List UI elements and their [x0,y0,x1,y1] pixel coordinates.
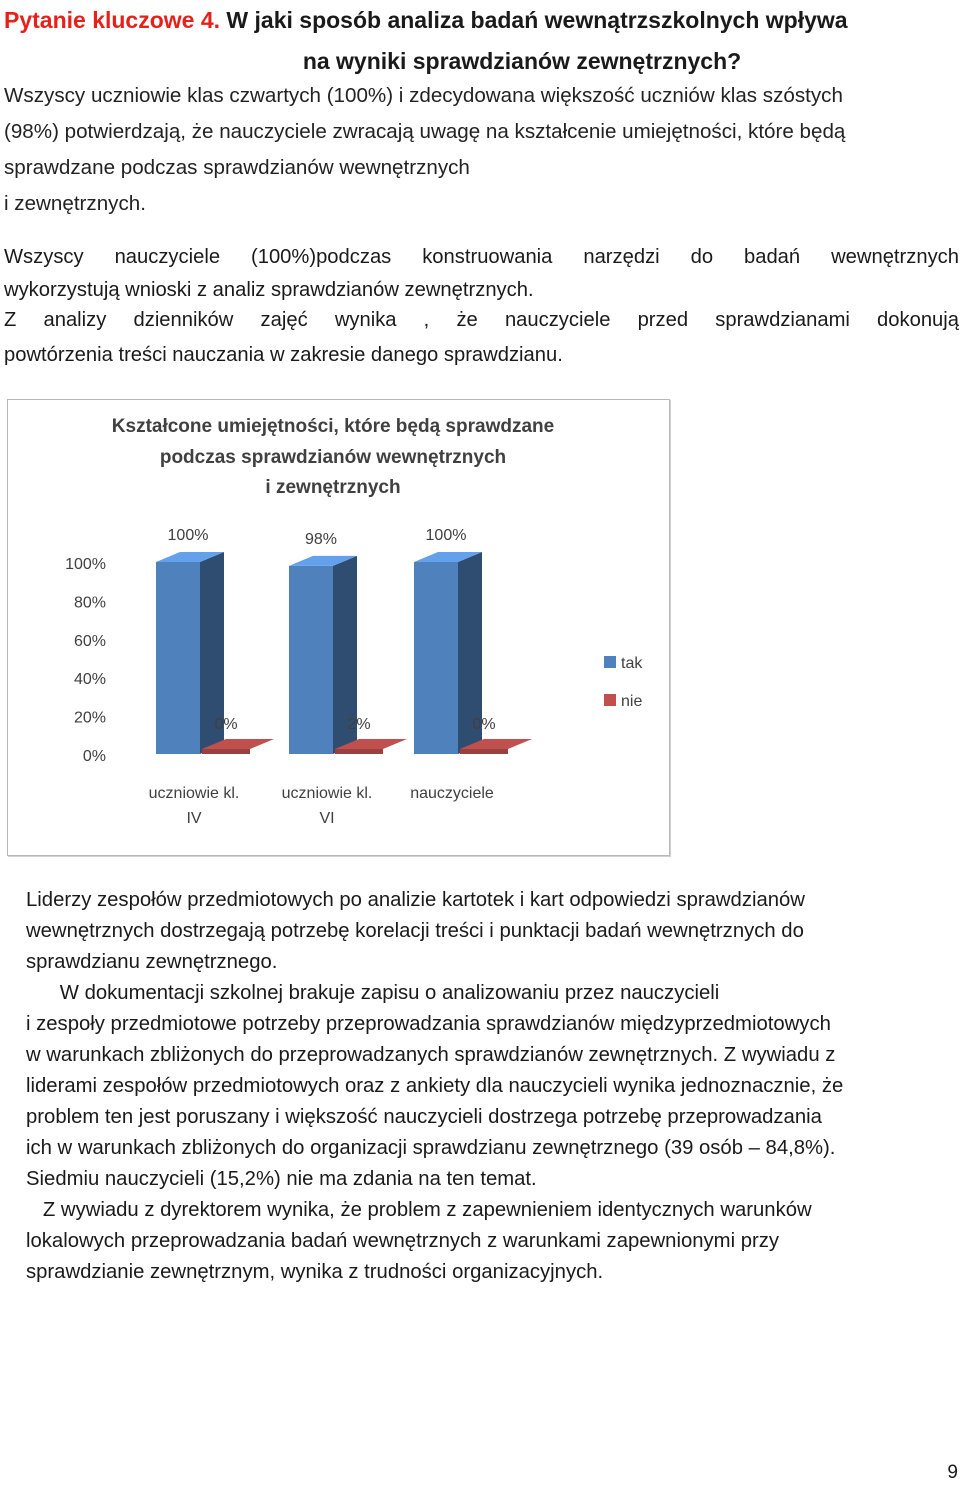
data-label-tak: 98% [304,530,338,548]
paragraph-line: Siedmiu nauczycieli (15,2%) nie ma zdania na ten temat. [26,1168,537,1190]
x-category-label: uczniowie kl. [281,785,373,802]
chart-title-line: Kształcone umiejętności, które będą sprawdzane [111,416,555,437]
bar-nie [202,749,250,754]
paragraph-line: Wszyscy uczniowie klas czwartych (100%) i zdecydowana większość uczniów klas szóstych [4,84,843,107]
x-category-label: VI [319,810,335,827]
paragraph-line: lokalowych przeprowadzania badań wewnętrznych z warunkami zapewnionymi przy [26,1230,780,1252]
chart-title-line: podczas sprawdzianów wewnętrznych [159,447,507,468]
paragraph-line: i zewnętrznych. [4,192,146,215]
data-label-tak: 100% [425,527,467,544]
paragraph-leaders [26,885,960,1288]
paragraph-line: Z analizy dzienników zajęć wynika , że nauczyciele przed sprawdzianami dokonują [4,309,959,331]
paragraph-line: wykorzystują wnioski z analiz sprawdzianów zewnętrznych. [4,279,534,301]
legend-label: nie [621,693,643,710]
paragraph-line: liderami zespołów przedmiotowych oraz z ankiety dla nauczycieli wynika jednoznacznie, że [26,1075,844,1097]
data-label-tak: 100% [167,527,209,544]
y-tick-label: 20% [73,709,106,727]
chart-title-line: i zewnętrznych [265,477,401,498]
x-category-label: uczniowie kl. [148,785,240,802]
paragraph-line: i zespoły przedmiotowe potrzeby przeprowadzania sprawdzianów międzyprzedmiotowych [26,1013,831,1035]
paragraph-line: w warunkach zbliżonych do przeprowadzanych sprawdzianów zewnętrznych. Z wywiadu z [26,1044,836,1066]
heading-line-1 [4,0,960,41]
paragraph-line: Wszyscy nauczyciele (100%)podczas konstruowania narzędzi do badań wewnętrznych [4,246,959,268]
paragraph-teachers [4,241,959,307]
y-tick-label: 40% [73,671,106,689]
bar-tak [289,566,333,754]
page-number: 9 [947,1462,958,1483]
x-category-label: nauczyciele [410,785,494,802]
legend-swatch [604,656,616,668]
legend-label: tak [621,655,643,672]
x-category-label: IV [186,810,202,827]
question-text: W jaki sposób analiza badań wewnątrzszkolnych wpływa [220,7,848,33]
y-tick-label: 60% [73,632,106,650]
chart-container [7,399,670,856]
bar-tak [156,562,200,754]
data-label-nie: 2% [347,716,371,733]
paragraph-line: problem ten jest poruszany i większość nauczycieli dostrzega potrzebę przeprowadzania [26,1106,822,1128]
bar-tak [414,562,458,754]
y-tick-label: 100% [65,556,106,573]
paragraph-line: sprawdzianu zewnętrznego. [26,951,278,973]
y-tick-label: 0% [82,748,106,765]
bar-nie [335,749,383,754]
paragraph-line: ich w warunkach zbliżonych do organizacji sprawdzianu zewnętrznego (39 osób – 84,8%). [26,1137,836,1159]
data-label-nie: 0% [214,716,238,733]
heading-line-2: na wyniki sprawdzianów zewnętrznych? [302,48,742,74]
data-label-nie: 0% [472,716,496,733]
paragraph-line: (98%) potwierdzają, że nauczyciele zwracają uwagę na kształcenie umiejętności, które będą [4,120,846,143]
paragraph-students [4,78,954,222]
paragraph-line: sprawdzane podczas sprawdzianów wewnętrznych [4,156,470,179]
bar-nie [460,749,508,754]
legend-swatch [604,694,616,706]
paragraph-line: wewnętrznych dostrzegają potrzebę korelacji treści i punktacji badań wewnętrznych do [26,920,804,942]
paragraph-journals [4,303,959,373]
paragraph-line: sprawdzianie zewnętrznym, wynika z trudności organizacyjnych. [26,1261,604,1283]
paragraph-line: Liderzy zespołów przedmiotowych po analizie kartotek i kart odpowiedzi sprawdzianów [26,889,805,911]
bar-chart [8,400,669,855]
paragraph-line: W dokumentacji szkolnej brakuje zapisu o analizowaniu przez nauczycieli [26,982,720,1004]
paragraph-line: Z wywiadu z dyrektorem wynika, że problem z zapewnieniem identycznych warunków [26,1199,812,1221]
page-heading [4,0,960,82]
paragraph-line: powtórzenia treści nauczania w zakresie danego sprawdzianu. [4,344,563,366]
y-tick-label: 80% [73,594,106,612]
question-label: Pytanie kluczowe 4. [4,7,221,33]
